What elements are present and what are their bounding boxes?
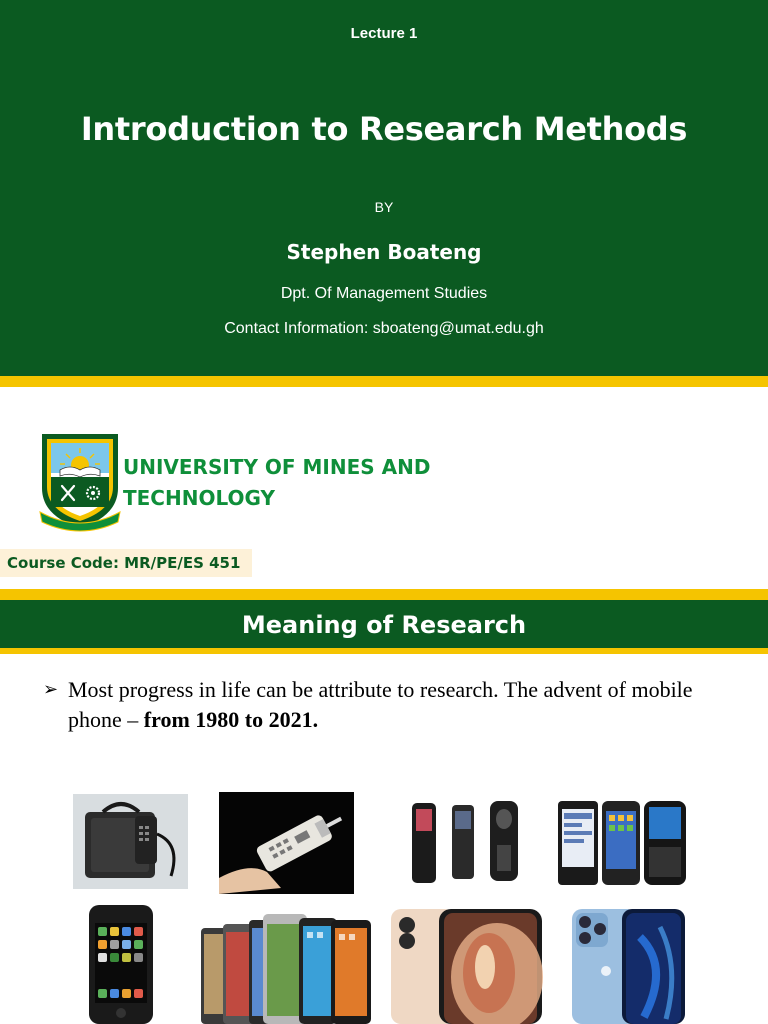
department: Dpt. Of Management Studies (280, 285, 488, 302)
slide-title: Introduction to Research Methods (80, 110, 688, 148)
section-bottom-stripe (0, 648, 768, 654)
section-heading: Meaning of Research (0, 600, 768, 648)
bullet-arrow-icon: ➢ (43, 679, 59, 700)
lecture-label: Lecture 1 (350, 25, 418, 42)
bullet-text (68, 675, 733, 735)
title-slide-header (0, 0, 768, 376)
early-car-phone-photo (73, 794, 188, 889)
university-crest-icon (38, 430, 122, 532)
course-code: Course Code: MR/PE/ES 451 (0, 549, 252, 577)
brick-phone-photo (219, 792, 354, 894)
iphone-original-photo (87, 903, 155, 1024)
iphone-xs-photo (389, 907, 544, 1024)
university-name-line2: TECHNOLOGY (123, 486, 275, 510)
university-name-line1: UNIVERSITY OF MINES AND (123, 455, 431, 479)
contact-info: Contact Information: sboateng@umat.edu.gh (224, 320, 544, 337)
iphone-13-pro-photo (570, 907, 687, 1024)
bullet-text-regular: Most progress in life can be attribute to research. The advent of mobile phone – (68, 677, 693, 732)
section-top-stripe (0, 589, 768, 600)
bullet-text-bold: from 1980 to 2021. (143, 707, 319, 732)
author-name: Stephen Boateng (286, 240, 482, 264)
flip-phones-photo (404, 795, 524, 889)
yellow-divider-stripe (0, 376, 768, 387)
university-name (123, 452, 430, 514)
bullet-item (43, 675, 733, 735)
early-smartphones-photo (556, 797, 689, 891)
by-label: BY (374, 199, 394, 215)
android-phones-photo (199, 910, 374, 1024)
